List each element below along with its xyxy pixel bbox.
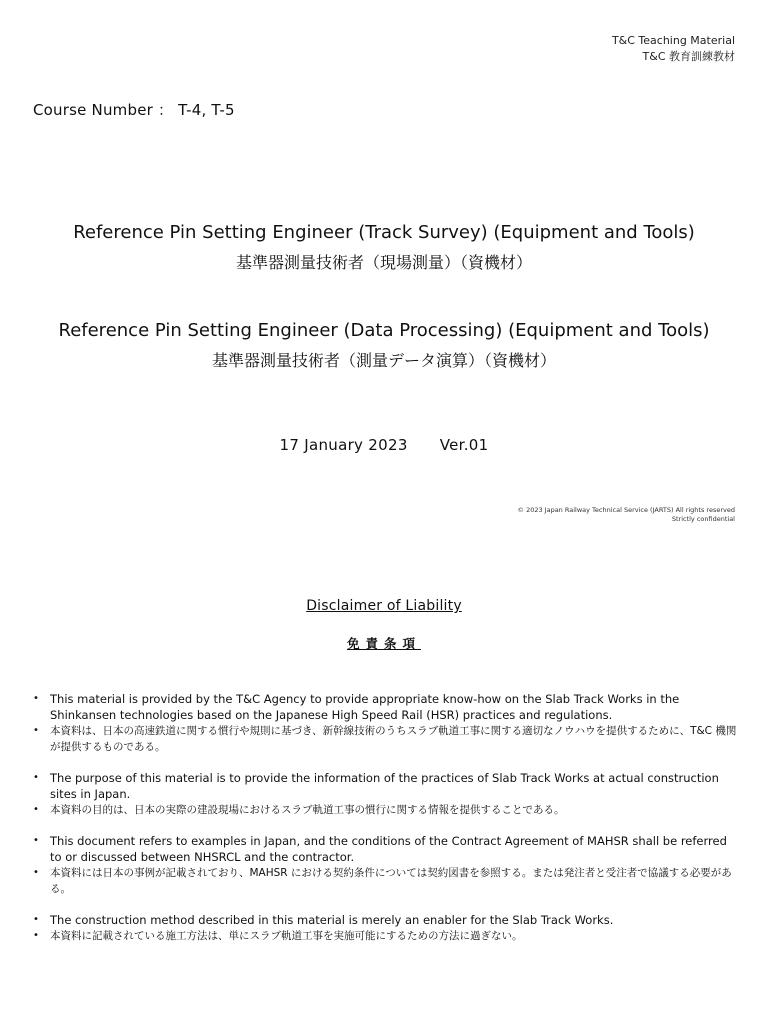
title-track-survey-ja: 基準器測量技術者（現場測量）（資機材）: [235, 253, 532, 272]
disclaimer-item: [33, 770, 738, 818]
disclaimer-item: [33, 833, 738, 897]
disclaimer-item-en: • This material is provided by the T&C Agency to provide appropriate know-how on the Slab Track Works in the Shinkansen technologies based on the Japanese High Speed Rail (HSR) practices and regulations.: [33, 691, 738, 723]
disclaimer-item: [33, 912, 738, 944]
disclaimer-title-ja: 免責条項: [346, 636, 421, 651]
disclaimer-item-en: • The construction method described in this material is merely an enabler for the Slab Track Works.: [33, 912, 738, 928]
title-data-processing-ja: 基準器測量技術者（測量データ演算）（資機材）: [211, 351, 556, 370]
document-date-version: [0, 436, 768, 454]
header-material-en: T&C Teaching Material: [611, 34, 735, 47]
disclaimer-items: [33, 691, 738, 959]
document-version: Ver.01: [439, 436, 489, 454]
disclaimer-item-ja: • 本資料は、日本の高速鉄道に関する慣行や規則に基づき、新幹線技術のうちスラブ軌道工事に関する適切なノウハウを提供するために、T&C 機関が提供するものである。: [33, 723, 738, 755]
title-track-survey: [0, 221, 768, 275]
header-material-label: [612, 33, 735, 65]
disclaimer-item-en: • The purpose of this material is to provide the information of the practices of Slab Track Works at actual construction sites in Japan.: [33, 770, 738, 802]
disclaimer-title: Disclaimer of Liability: [306, 598, 462, 614]
title-data-processing: [0, 319, 768, 373]
disclaimer-item-ja: • 本資料に記載されている施工方法は、単にスラブ軌道工事を実施可能にするための方法に過ぎない。: [33, 928, 738, 944]
disclaimer-item-ja: • 本資料には日本の事例が記載されており、MAHSR における契約条件については契約図書を参照する。または発注者と受注者で協議する必要がある。: [33, 865, 738, 897]
title-track-survey-en: Reference Pin Setting Engineer (Track Survey) (Equipment and Tools): [73, 222, 695, 243]
confidential-line: Strictly confidential: [671, 515, 735, 523]
copyright-line: © 2023 Japan Railway Technical Service (JARTS) All rights reserved: [517, 506, 735, 514]
title-data-processing-en: Reference Pin Setting Engineer (Data Processing) (Equipment and Tools): [58, 320, 710, 341]
copyright-notice: [518, 506, 736, 524]
course-number: Course Number ： T-4, T-5: [33, 101, 235, 119]
disclaimer-item-ja: • 本資料の目的は、日本の実際の建設現場におけるスラブ軌道工事の慣行に関する情報を提供することである。: [33, 802, 738, 818]
disclaimer-item: [33, 691, 738, 755]
document-date: 17 January 2023: [279, 436, 408, 454]
header-material-ja: T&C 教育訓練教材: [642, 50, 735, 63]
disclaimer-item-en: • This document refers to examples in Japan, and the conditions of the Contract Agreement of MAHSR shall be referred to or discussed between NHSRCL and the contractor.: [33, 833, 738, 865]
